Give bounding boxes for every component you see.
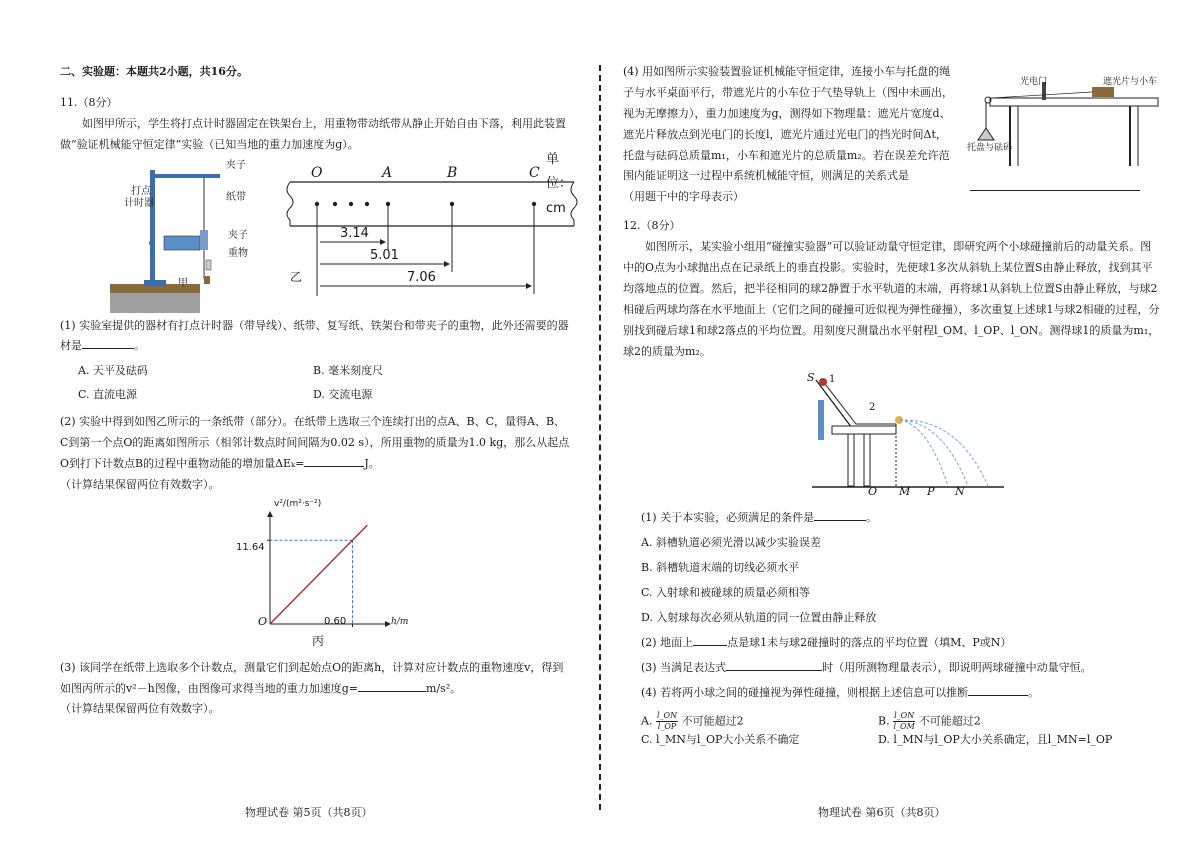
q11-part2-text: (2) 实验中得到如图乙所示的一条纸带（部分）。在纸带上选取三个连续打出的点A、B、C，量得A、B、C到第一个点O的距离如图所示（相邻计数点时间间隔为0.02 s），所用重物的质量为1.0 kg，那么从起点O到打下计数点B的过程中重物动能的增加量ΔEₖ= bbox=[60, 415, 570, 470]
q11-part3-unit: m/s²。 bbox=[425, 681, 462, 695]
answer-blank bbox=[358, 679, 426, 692]
distance-b: 5.01 bbox=[370, 247, 399, 263]
point-a: A bbox=[382, 164, 393, 181]
answer-blank bbox=[693, 633, 727, 646]
q11-intro: 如图甲所示，学生将打点计时器固定在铁架台上，用重物带动纸带从静止开始自由下落，利用此装置做“验证机械能守恒定律”实验（已知当地的重力加速度为g）。 bbox=[60, 116, 566, 151]
right-page bbox=[600, 0, 1200, 847]
option-c: C. 入射球和被碰球的质量必须相等 bbox=[641, 586, 811, 600]
option-b: B. 毫米刻度尺 bbox=[313, 364, 384, 378]
option-a: A. 天平及砝码 bbox=[78, 364, 148, 378]
q11-part3-note: （计算结果保留两位有效数字）。 bbox=[60, 702, 220, 716]
label-s: S bbox=[807, 371, 815, 385]
q12-part3-post: 时（用所测物理量表示），即说明两球碰撞中动量守恒。 bbox=[822, 660, 1092, 674]
q12-header: 12.（8分） bbox=[623, 219, 681, 233]
fraction-b bbox=[893, 712, 915, 731]
option-b-label: B. bbox=[878, 714, 890, 728]
footer-right: 物理试卷 第6页（共8页） bbox=[818, 806, 946, 819]
figure-collision bbox=[623, 362, 1160, 504]
q11-part2-unit: J。 bbox=[364, 456, 380, 470]
chart-ytick-label: 11.64 bbox=[236, 541, 265, 553]
figure-bing bbox=[60, 496, 570, 658]
fraction-a bbox=[656, 712, 678, 731]
ground-o: O bbox=[868, 485, 878, 499]
label-tape: 纸带 bbox=[226, 191, 246, 203]
label-tray: 托盘与砝码 bbox=[967, 143, 1013, 153]
point-o: O bbox=[311, 164, 323, 181]
label-clip: 夹子 bbox=[226, 159, 246, 171]
option-a-label: A. bbox=[641, 714, 653, 728]
option-b bbox=[878, 712, 1115, 731]
label-ball2: 2 bbox=[869, 402, 876, 414]
q12-part2 bbox=[623, 633, 1160, 654]
q12-part2-pre: (2) 地面上 bbox=[641, 635, 694, 649]
q11-part3 bbox=[60, 658, 570, 700]
fraction-a-num: l_ON bbox=[656, 710, 678, 720]
q11-part2 bbox=[60, 412, 570, 475]
q11-part1: (1) 实验室提供的器材有打点计时器（带导线）、纸带、复写纸、铁架台和带夹子的重物，此外还需要的器材是 。 bbox=[60, 318, 569, 353]
q12-part4-text: (4) 若将两小球之间的碰撞视为弹性碰撞，则根据上述信息可以推断 bbox=[641, 685, 969, 699]
answer-blank bbox=[82, 336, 134, 349]
q12-part1-options bbox=[623, 533, 1160, 629]
q12-part2-post: 点是球1未与球2碰撞时的落点的平均位置（填M、P或N） bbox=[727, 635, 1012, 649]
section-heading: 二、实验题：本题共2小题，共16分。 bbox=[60, 65, 248, 78]
footer-left: 物理试卷 第5页（共8页） bbox=[245, 806, 373, 819]
label-weight: 重物 bbox=[228, 247, 248, 259]
option-a: A. 斜槽轨道必须光滑以减少实验误差 bbox=[641, 536, 821, 550]
figure-row-1 bbox=[60, 151, 573, 314]
chart-y-label: v²/(m²·s⁻²) bbox=[274, 498, 322, 509]
chart-x-label: h/m bbox=[391, 616, 409, 627]
caption-jia: 甲 bbox=[178, 277, 188, 289]
q12-part1-text: (1) 关于本实验，必须满足的条件是 bbox=[641, 511, 815, 525]
q12-part3-pre: (3) 当满足表达式 bbox=[641, 660, 727, 674]
label-timer-1: 打点 bbox=[131, 185, 151, 197]
point-c: C bbox=[529, 164, 540, 181]
fraction-b-num: l_ON bbox=[894, 710, 915, 720]
q12-part1: (1) 关于本实验，必须满足的条件是 。 bbox=[623, 508, 1160, 529]
point-b: B bbox=[447, 164, 458, 181]
option-d: D. l_MN与l_OP大小关系确定，且l_MN=l_OP bbox=[878, 732, 1113, 746]
q12-part4-options bbox=[623, 712, 1160, 749]
label-clip-2: 夹子 bbox=[228, 229, 248, 241]
answer-blank bbox=[968, 683, 1028, 696]
answer-blank bbox=[304, 454, 364, 467]
label-car: 遮光片与小车 bbox=[1103, 77, 1158, 87]
q11-part4-block bbox=[623, 62, 953, 187]
chart-origin: O bbox=[258, 614, 268, 628]
chart-xtick-label: 0.60 bbox=[324, 615, 347, 627]
option-c: C. l_MN与l_OP大小关系不确定 bbox=[641, 732, 800, 746]
ground-n: N bbox=[955, 485, 965, 499]
option-d: D. 入射球每次必须从轨道的同一位置由静止释放 bbox=[641, 611, 877, 625]
label-ball1: 1 bbox=[829, 374, 836, 386]
option-b: B. 斜槽轨道末端的切线必须水平 bbox=[641, 561, 800, 575]
ground-p: P bbox=[927, 485, 935, 499]
q12-intro: 如图所示，某实验小组用“碰撞实验器”可以验证动量守恒定律，即研究两个小球碰撞前后的动量关系。图中的O点为小球抛出点在记录纸上的垂直投影。实验时，先使球1多次从斜轨上某位置S由静止释放，找到其平均落地点的位置。然后，把半径相同的球2静置于水平轨道的末端，再将球1从斜轨上位置S由静止释放，与球2相碰后两球均落在水平地面上（它们之间的碰撞可近似视为弹性碰撞），多次重复上述球1与球2相碰的过程，分别找到碰后球1和球2落点的平均位置。用刻度尺测量出水平射程l_OM、l_OP、l_ON。测得球1的质量为m₁，球2的质量为m₂。 bbox=[623, 240, 1160, 358]
answer-blank bbox=[970, 178, 1140, 191]
q11-part4-note: （用题干中的字母表示） bbox=[623, 190, 744, 204]
figure-jia bbox=[104, 164, 244, 314]
q11-part4 bbox=[623, 62, 953, 187]
q11-header: 11.（8分） bbox=[60, 95, 118, 109]
fraction-b-den: l_OM bbox=[893, 721, 915, 731]
label-gate: 光电门 bbox=[1020, 77, 1048, 87]
q12-part3 bbox=[623, 658, 1160, 679]
option-c: C. 直流电源 bbox=[78, 388, 138, 402]
q11-part1-options bbox=[60, 361, 570, 406]
fraction-a-den: l_OP bbox=[657, 721, 677, 731]
label-unit: 单位：cm bbox=[546, 151, 573, 216]
q12-part4: (4) 若将两小球之间的碰撞视为弹性碰撞，则根据上述信息可以推断 。 bbox=[623, 683, 1160, 704]
answer-blank bbox=[726, 658, 822, 671]
distance-c: 7.06 bbox=[407, 269, 436, 285]
q11-part1-text: (1) 实验室提供的器材有打点计时器（带导线）、纸带、复写纸、铁架台和带夹子的重物，此外还需要的器材是 bbox=[60, 318, 569, 353]
distance-a: 3.14 bbox=[340, 225, 369, 241]
label-timer-2: 计时器 bbox=[124, 197, 154, 209]
q11-part4-text: (4) 用如图所示实验装置验证机械能守恒定律，连接小车与托盘的绳子与水平桌面平行，带遮光片的小车位于气垫导轨上（图中未画出，视为无摩擦力），重力加速度为g，测得如下物理量：遮光片宽度d、遮光片释放点到光电门的长度l，遮光片通过光电门的挡光时间Δt，托盘与砝码总质量m₁，小车和遮光片的总质量m₂。若在误差允许范围内能证明这一过程中系统机械能守恒，则满足的关系式是 bbox=[623, 65, 953, 183]
option-a bbox=[641, 712, 878, 731]
answer-blank bbox=[814, 508, 866, 521]
option-d: D. 交流电源 bbox=[313, 388, 373, 402]
q11-part2-note: （计算结果保留两位有效数字）。 bbox=[60, 477, 220, 491]
caption-yi: 乙 bbox=[290, 269, 303, 284]
option-b-text: 不可能超过2 bbox=[918, 714, 981, 728]
ground-m: M bbox=[899, 485, 911, 499]
option-a-text: 不可能超过2 bbox=[681, 714, 744, 728]
q11-part3-text: (3) 该同学在纸带上选取多个计数点，测量它们到起始点O的距离h，计算对应计数点的重物速度v，得到如图丙所示的v²－h图像，由图像可求得当地的重力加速度g= bbox=[60, 660, 564, 695]
caption-bing: 丙 bbox=[312, 633, 325, 648]
figure-collision-svg bbox=[808, 370, 1008, 500]
